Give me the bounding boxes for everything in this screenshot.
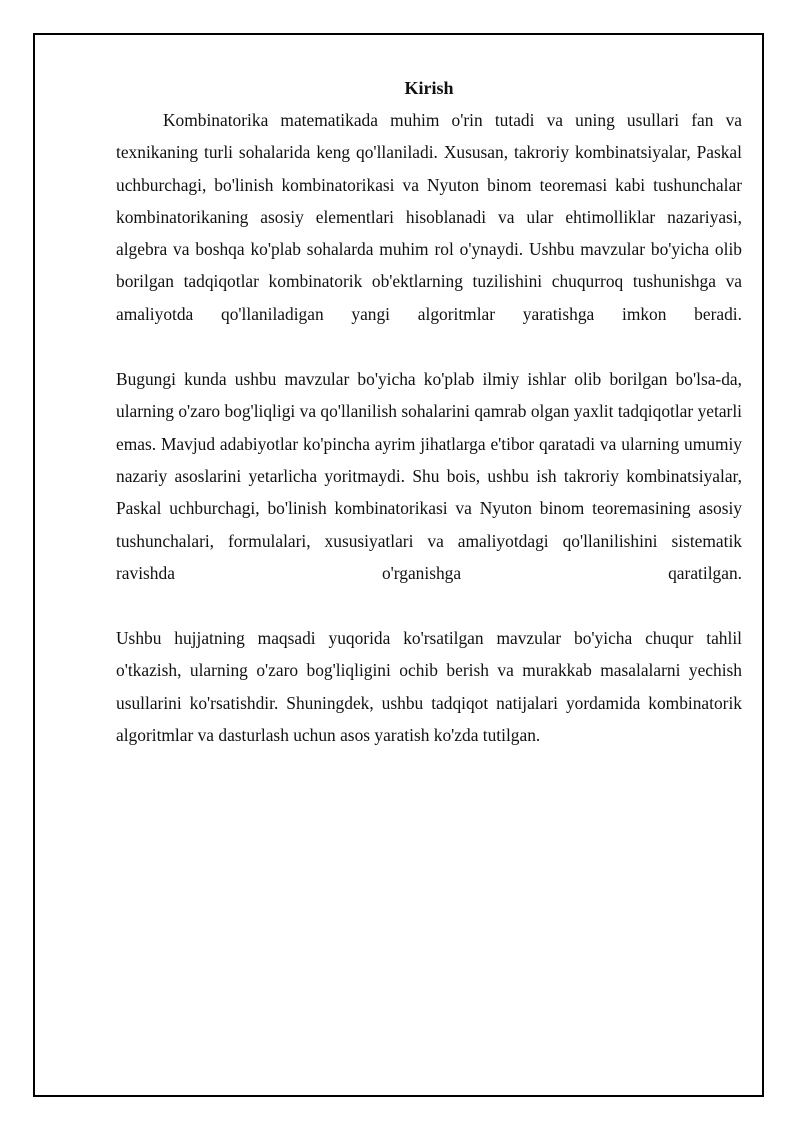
paragraph-intro: Kombinatorika matematikada muhim o'rin tutadi va uning usullari fan va texnikaning turli sohalarida keng qo'llaniladi. Xususan, takroriy kombinatsiyalar, Paskal uchburchagi, bo'linish kombinatorikasi va Nyuton binom teoremasi kabi tushunchalar kombinatorikaning asosiy elementlari hisoblanadi va ular ehtimolliklar nazariyasi, algebra va boshqa ko'plab sohalarda muhim rol o'ynaydi. Ushbu mavzular bo'yicha olib borilgan tadqiqotlar kombinatorik ob'ektlarning tuzilishini chuqurroq tushunishga va amaliyotda qo'llaniladigan yangi algoritmlar yaratishga imkon beradi. (116, 110, 742, 324)
paragraph-problem: Bugungi kunda ushbu mavzular bo'yicha ko'plab ilmiy ishlar olib borilgan bo'lsa-da, ularning o'zaro bog'liqligi va qo'llanilish sohalarini qamrab olgan yaxlit tadqiqotlar yetarli emas. Mavjud adabiyotlar ko'pincha ayrim jihatlarga e'tibor qaratadi va ularning umumiy nazariy asoslarini yetarlicha yoritmaydi. Shu bois, ushbu ish takroriy kombinatsiyalar, Paskal uchburchagi, bo'linish kombinatorikasi va Nyuton binom teoremasining asosiy tushunchalari, formulalari, xususiyatlari va amaliyotdagi qo'llanilishini sistematik ravishda o'rganishga qaratilgan. (116, 369, 742, 583)
document-body (116, 74, 742, 751)
section-title: Kirish (404, 78, 454, 98)
paragraph-goal: Ushbu hujjatning maqsadi yuqorida ko'rsatilgan mavzular bo'yicha chuqur tahlil o'tkazish, ularning o'zaro bog'liqligini ochib berish va murakkab masalalarni yechish usullarini ko'rsatishdir. Shuningdek, ushbu tadqiqot natijalari yordamida kombinatorik algoritmlar va dasturlash uchun asos yaratish ko'zda tutilgan. (116, 628, 742, 746)
